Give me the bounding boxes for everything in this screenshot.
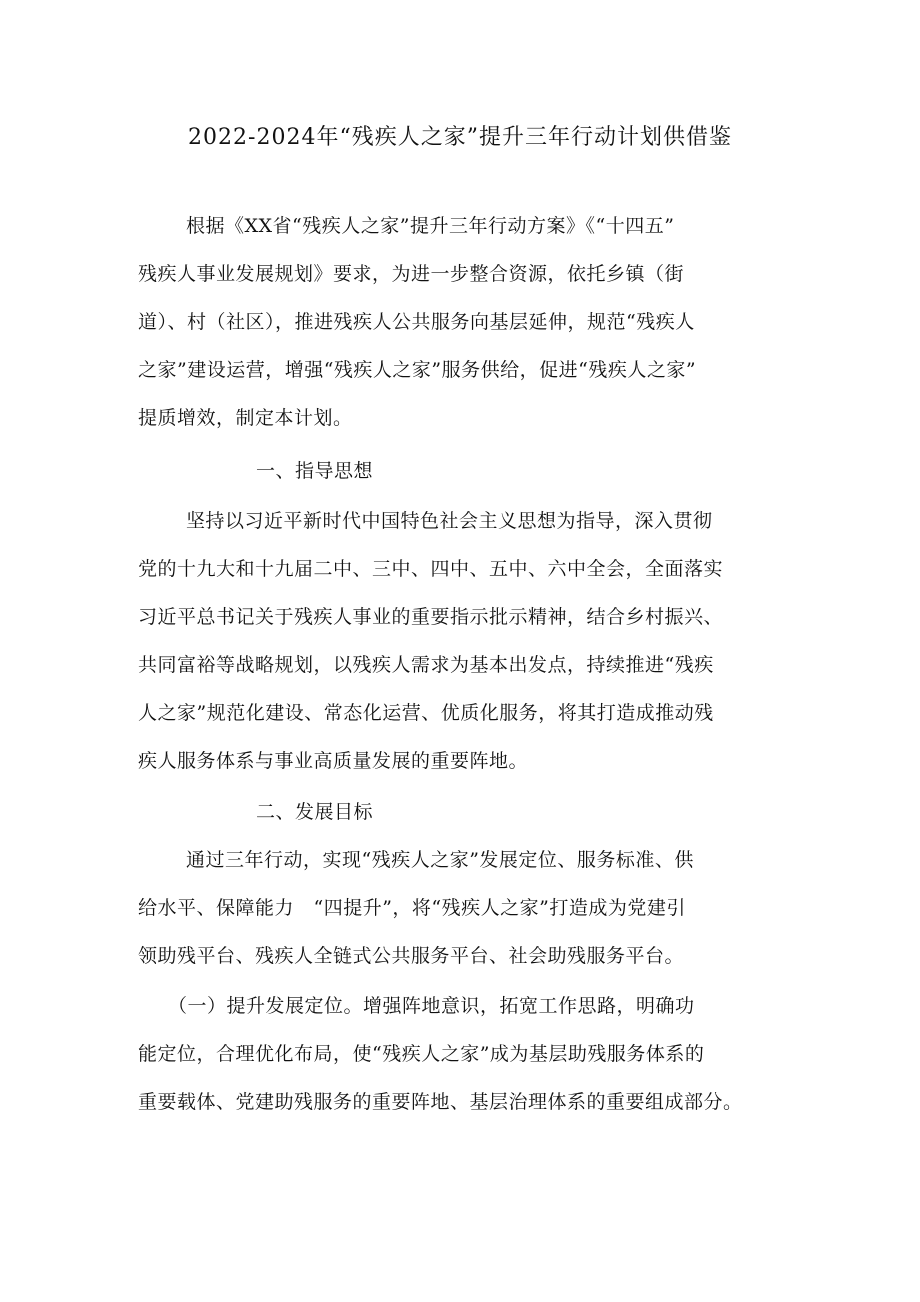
paragraph-line: 能定位，合理优化布局，使“残疾人之家”成为基层助残服务体系的 (138, 1043, 705, 1065)
paragraph-line: 给水平、保障能力 “四提升”，将“残疾人之家”打造成为党建引 (138, 897, 686, 919)
section-heading-text: 二、发展目标 (256, 801, 374, 823)
intro-paragraph (138, 202, 798, 442)
paragraph-line: 共同富裕等战略规划，以残疾人需求为基本出发点，持续推进“残疾 (138, 654, 714, 676)
paragraph-line: 习近平总书记关于残疾人事业的重要指示批示精神，结合乡村振兴、 (138, 606, 724, 628)
paragraph-line: 残疾人事业发展规划》要求，为进一步整合资源，依托乡镇（街 (138, 263, 685, 285)
paragraph-line: 道）、村（社区），推进残疾人公共服务向基层延伸，规范“残疾人 (138, 311, 695, 333)
paragraph-line: （一）提升发展定位。增强阵地意识，拓宽工作思路，明确功 (168, 995, 695, 1017)
paragraph-line: 之家”建设运营，增强“残疾人之家”服务供给，促进“残疾人之家” (138, 359, 697, 381)
section-heading-text: 一、指导思想 (256, 460, 374, 482)
paragraph-line: 疾人服务体系与事业高质量发展的重要阵地。 (138, 750, 529, 772)
paragraph-line: 坚持以习近平新时代中国特色社会主义思想为指导，深入贯彻 (186, 510, 713, 532)
section-heading-1 (138, 447, 798, 495)
paragraph-line: 根据《XX省“残疾人之家”提升三年行动方案》《“十四五” (186, 215, 675, 237)
paragraph-line: 提质增效，制定本计划。 (138, 407, 353, 429)
paragraph-line: 重要载体、党建助残服务的重要阵地、基层治理体系的重要组成部分。 (138, 1091, 743, 1113)
paragraph-line: 通过三年行动，实现“残疾人之家”发展定位、服务标准、供 (186, 849, 694, 871)
document-title: 2022-2024年“残疾人之家”提升三年行动计划供借鉴 (188, 125, 732, 150)
paragraph-line: 领助残平台、残疾人全链式公共服务平台、社会助残服务平台。 (138, 945, 685, 967)
section-heading-2 (138, 788, 798, 836)
paragraph-line: 党的十九大和十九届二中、三中、四中、五中、六中全会，全面落实 (138, 558, 724, 580)
section2-paragraph-1 (138, 836, 798, 980)
section1-paragraph (138, 497, 798, 785)
section2-paragraph-2 (138, 982, 798, 1126)
paragraph-line: 人之家”规范化建设、常态化运营、优质化服务，将其打造成推动残 (138, 702, 714, 724)
